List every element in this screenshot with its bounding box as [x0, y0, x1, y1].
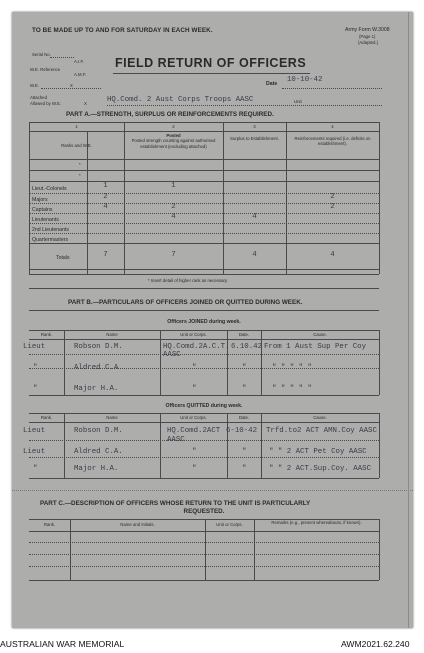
quitted-col-rank: Rank. [40, 415, 53, 420]
quitted-row-1-unit: HQ.Comd.2ACT [167, 427, 221, 435]
joined-row-1-cause: From 1 Aust Sup Per Coy [264, 343, 367, 351]
quitted-row-2-cause: " " 2 ACT Pet Coy AASC [269, 448, 367, 456]
joined-row-1-rank: Lieut [23, 343, 46, 351]
posted-value-captains: 2 [171, 203, 176, 211]
we-value-lt-col: 1 [103, 182, 108, 190]
joined-row-3-rank: " [33, 385, 38, 393]
rank-lieut-colonels: Lieut.-Colonels [32, 186, 67, 192]
part-c-col-name: Name and Initials. [120, 522, 155, 527]
surplus-value-lieutenants: 4 [252, 213, 257, 221]
army-form-adapted: (Adapted.) [358, 40, 379, 45]
quitted-row-1-rank: Lieut [23, 427, 46, 435]
joined-row-2-cause: " " " " " [272, 364, 312, 372]
we-reference-label: W.E. Reference [30, 67, 61, 72]
joined-row-2-unit: " [192, 364, 197, 372]
part-a-col-reinforcements: Reinforcements required (i.e. deficits on establishment). [294, 136, 371, 147]
quitted-row-1-cause: Trfd.to2 ACT AMN.Coy AASC [266, 427, 377, 435]
part-a-heading: PART A.—STRENGTH, SURPLUS OR REINFORCEMENTS REQUIRED. [66, 111, 274, 118]
rank-quartermasters: Quartermasters [32, 237, 69, 243]
joined-col-unit: Unit or Corps. [180, 332, 207, 337]
part-a-col-3-num: 3 [253, 124, 256, 129]
unit-label: Unit [294, 99, 302, 104]
quitted-row-3-date: " [242, 465, 247, 473]
total-surplus: 4 [252, 251, 257, 259]
part-a-col-posted [126, 133, 221, 149]
part-c-col-remarks: Remarks (e.g., present whereabouts, if known). [271, 520, 362, 525]
rank-lieutenants: Lieutenants [32, 217, 59, 223]
quitted-row-3-name: Major H.A. [74, 465, 119, 473]
joined-row-3-unit: " [192, 385, 197, 393]
totals-label: Totals [56, 255, 70, 261]
part-a-footnote: * Insert detail of higher rank as necessary. [148, 278, 228, 283]
posted-value-lt-col: 1 [171, 182, 176, 190]
joined-row-3-date: " [242, 385, 247, 393]
joined-row-1-name: Robson D.M. [74, 343, 123, 351]
star-row-2: * [79, 173, 81, 178]
posted-text: Posted strength counting against authorised establishment (excluding attached) [131, 138, 216, 149]
part-c-col-rank: Rank. [43, 522, 56, 527]
quitted-row-3-unit: " [192, 465, 197, 473]
quitted-row-3-rank: " [33, 465, 38, 473]
part-a-col-2-num: 2 [172, 124, 175, 129]
part-b-heading: PART B.—PARTICULARS OF OFFICERS JOINED OR QUITTED DURING WEEK. [68, 299, 303, 306]
quitted-col-date: Date. [238, 415, 250, 420]
date-label: Date [266, 81, 278, 87]
reinf-value-majors: 2 [330, 193, 335, 201]
joined-row-1-unit2: AASC [163, 351, 181, 359]
quitted-row-2-name: Aldred C.A. [74, 448, 123, 456]
part-a-col-1-num: 1 [75, 124, 78, 129]
total-we: 7 [103, 251, 108, 259]
allowed-x-mark: X [84, 101, 87, 106]
quitted-row-1-date: 6-10-42 [226, 427, 258, 435]
rank-captains: Captains [32, 207, 53, 213]
we-label: W.E. [30, 83, 40, 88]
joined-col-date: Date. [238, 332, 250, 337]
top-instruction: TO BE MADE UP TO AND FOR SATURDAY IN EACH WEEK. [32, 27, 213, 34]
quitted-col-cause: Cause. [313, 415, 327, 420]
star-row-1: * [79, 162, 81, 167]
posted-bold-word: Posted [166, 133, 181, 138]
aif-label: A.I.F. [74, 59, 84, 64]
footer-accession: AWM2021.62.240 [341, 639, 410, 649]
attached-label: Attached [30, 95, 47, 100]
joined-row-2-name: Aldred C.A. [74, 364, 123, 372]
amf-label: A.M.F. [74, 72, 87, 77]
part-c-heading-line-2: REQUESTED. [183, 508, 225, 515]
joined-row-2-rank: " [33, 364, 38, 372]
total-reinforcements: 4 [330, 251, 335, 259]
army-form-page: (Page 1) [359, 34, 376, 39]
quitted-row-1-unit2: AASC [167, 436, 185, 444]
quitted-row-3-cause: " " 2 ACT.Sup.Coy. AASC [269, 465, 372, 473]
date-value: 10-10-42 [287, 76, 323, 84]
posted-value-lieutenants: 4 [171, 213, 176, 221]
joined-col-name: Name [106, 332, 118, 337]
footer-institution: AUSTRALIAN WAR MEMORIAL [0, 639, 125, 649]
allowed-label: Allowed by W.E. [30, 101, 62, 106]
joined-col-cause: Cause. [313, 332, 327, 337]
total-posted: 7 [171, 251, 176, 259]
joined-row-1-date: 6.10.42 [231, 343, 263, 351]
quitted-col-unit: Unit or Corps. [180, 415, 207, 420]
form-title: FIELD RETURN OF OFFICERS [115, 56, 307, 70]
part-c-heading-line-1: PART C.—DESCRIPTION OF OFFICERS WHOSE RETURN TO THE UNIT IS PARTICULARLY [40, 500, 311, 507]
we-x-mark: X [70, 83, 73, 88]
army-form-number: Army Form W.3008 [345, 27, 390, 33]
form-paper [12, 12, 413, 628]
quitted-heading: Officers QUITTED during week. [165, 403, 243, 409]
we-value-captains: 4 [103, 203, 108, 211]
quitted-row-2-date: " [242, 448, 247, 456]
rank-2nd-lieutenants: 2nd Lieutenants [32, 227, 69, 233]
archive-footer [0, 637, 424, 653]
joined-row-3-name: Major H.A. [74, 385, 119, 393]
quitted-row-1-name: Robson D.M. [74, 427, 123, 435]
unit-value: HQ.Comd. 2 Aust Corps Troops AASC [107, 96, 254, 104]
quitted-row-2-unit: " [192, 448, 197, 456]
part-a-col-4-num: 4 [331, 124, 334, 129]
joined-heading: Officers JOINED during week. [167, 319, 241, 325]
part-a-col-ranks: Ranks and W.E. [61, 143, 92, 148]
joined-row-3-cause: " " " " " [272, 385, 312, 393]
reinf-value-captains: 2 [330, 203, 335, 211]
serial-label: Serial No. [32, 52, 51, 57]
we-value-majors: 2 [103, 193, 108, 201]
quitted-col-name: Name [106, 415, 118, 420]
joined-row-2-date: " [242, 364, 247, 372]
rank-majors: Majors [32, 197, 48, 203]
part-c-col-unit: Unit or Corps. [216, 522, 243, 527]
quitted-row-2-rank: Lieut [23, 448, 46, 456]
joined-row-1-unit: HQ.Comd.2A.C.T. [163, 343, 230, 351]
joined-col-rank: Rank. [40, 332, 53, 337]
part-a-col-surplus: Surplus to Establishment. [230, 136, 279, 141]
